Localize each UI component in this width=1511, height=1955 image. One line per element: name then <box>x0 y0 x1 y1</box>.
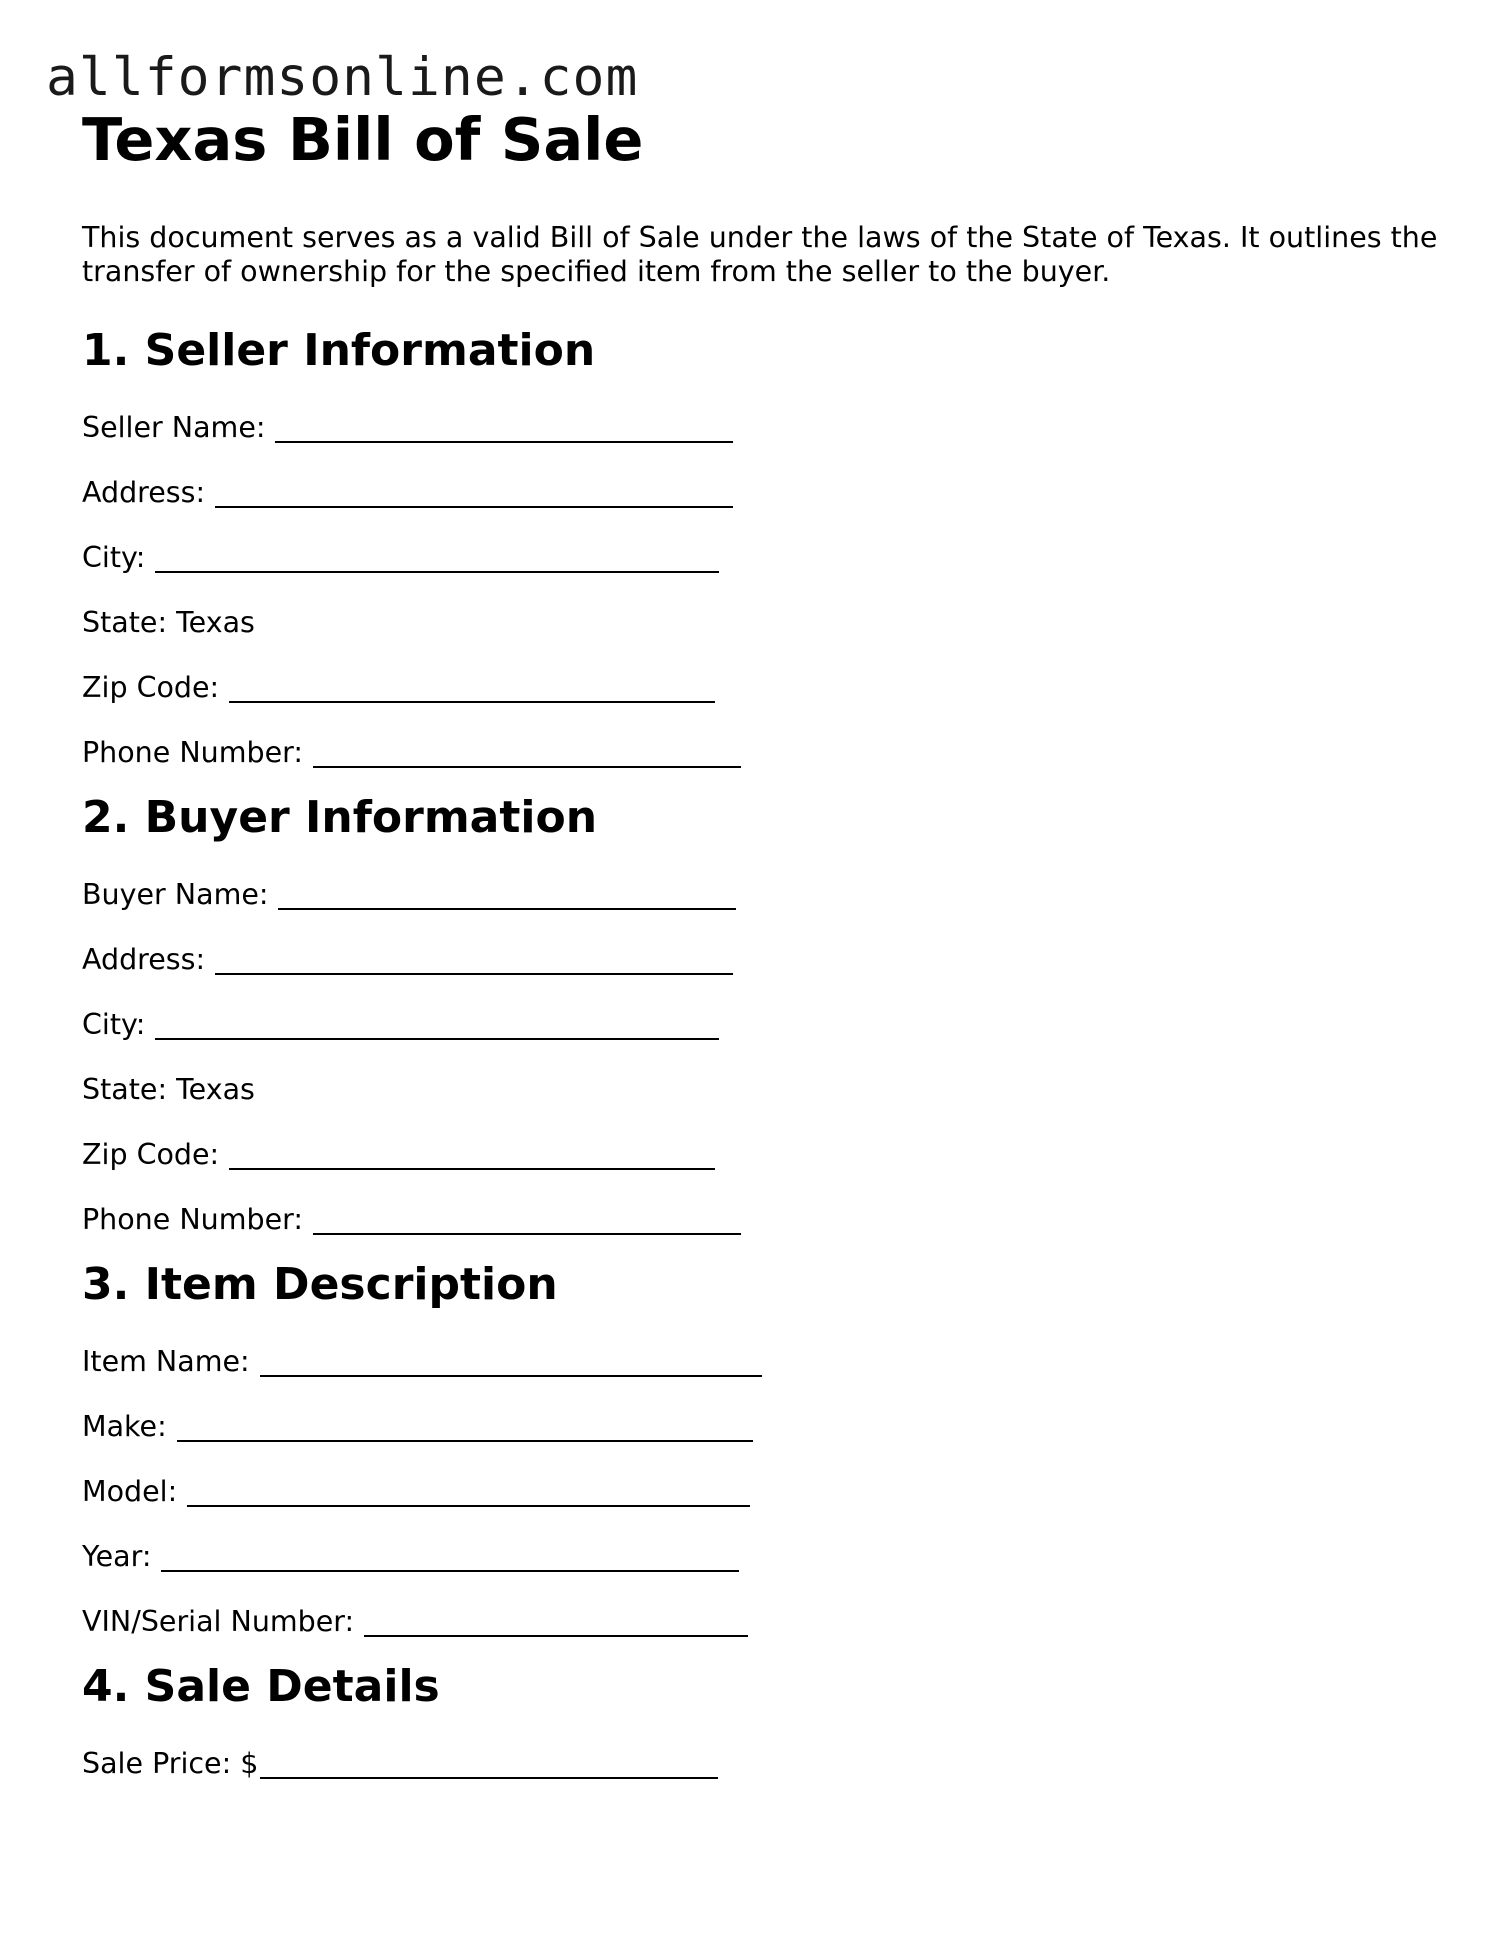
buyer-name-blank[interactable] <box>278 880 736 910</box>
seller-name-blank[interactable] <box>275 413 733 443</box>
seller-state-field <box>82 579 1442 644</box>
sale-price-blank[interactable] <box>260 1749 718 1779</box>
buyer-phone-label: Phone Number: <box>82 1203 303 1236</box>
seller-phone-blank[interactable] <box>313 738 741 768</box>
seller-city-label: City: <box>82 541 146 574</box>
item-year-blank[interactable] <box>161 1542 739 1572</box>
sale-price-field <box>82 1737 1442 1785</box>
buyer-city-blank[interactable] <box>155 1010 719 1040</box>
item-vin-blank[interactable] <box>364 1607 748 1637</box>
buyer-address-blank[interactable] <box>215 945 733 975</box>
item-name-field <box>82 1335 1442 1383</box>
buyer-name-label: Buyer Name: <box>82 878 269 911</box>
item-model-field <box>82 1448 1442 1513</box>
item-name-label: Item Name: <box>82 1345 250 1378</box>
buyer-zip-field <box>82 1111 1442 1176</box>
site-watermark: allformsonline.com <box>46 47 639 108</box>
item-vin-label: VIN/Serial Number: <box>82 1605 355 1638</box>
sale-price-label: Sale Price: $ <box>82 1747 259 1780</box>
seller-phone-field <box>82 709 1442 774</box>
buyer-city-field <box>82 981 1442 1046</box>
seller-name-label: Seller Name: <box>82 411 266 444</box>
seller-zip-blank[interactable] <box>229 673 715 703</box>
item-model-blank[interactable] <box>187 1477 750 1507</box>
sale-section-heading: 4. Sale Details <box>82 1661 440 1712</box>
seller-city-field <box>82 514 1442 579</box>
buyer-phone-field <box>82 1176 1442 1241</box>
buyer-state-field <box>82 1046 1442 1111</box>
seller-address-label: Address: <box>82 476 206 509</box>
seller-zip-label: Zip Code: <box>82 671 220 704</box>
buyer-address-label: Address: <box>82 943 206 976</box>
buyer-address-field <box>82 916 1442 981</box>
seller-section-heading: 1. Seller Information <box>82 325 596 376</box>
item-section-heading: 3. Item Description <box>82 1259 558 1310</box>
bill-of-sale-document <box>82 105 1442 1785</box>
buyer-section-heading: 2. Buyer Information <box>82 792 598 843</box>
item-vin-field <box>82 1578 1442 1643</box>
intro-paragraph: This document serves as a valid Bill of Sale under the laws of the State of Texas. It outlines the transfer of ownership for the specified item from the seller to the buyer. <box>82 221 1438 288</box>
seller-address-blank[interactable] <box>215 478 733 508</box>
seller-city-blank[interactable] <box>155 543 719 573</box>
seller-address-field <box>82 449 1442 514</box>
document-title: Texas Bill of Sale <box>82 105 644 174</box>
item-description-section <box>82 1259 1442 1643</box>
item-make-field <box>82 1383 1442 1448</box>
item-model-label: Model: <box>82 1475 178 1508</box>
buyer-city-label: City: <box>82 1008 146 1041</box>
seller-name-field <box>82 401 1442 449</box>
buyer-zip-blank[interactable] <box>229 1140 715 1170</box>
seller-state-label: State: Texas <box>82 606 255 639</box>
item-make-label: Make: <box>82 1410 167 1443</box>
seller-information-section <box>82 325 1442 774</box>
item-year-field <box>82 1513 1442 1578</box>
sale-details-section <box>82 1661 1442 1785</box>
buyer-information-section <box>82 792 1442 1241</box>
seller-phone-label: Phone Number: <box>82 736 303 769</box>
item-make-blank[interactable] <box>177 1412 753 1442</box>
buyer-phone-blank[interactable] <box>313 1205 741 1235</box>
buyer-name-field <box>82 868 1442 916</box>
buyer-state-label: State: Texas <box>82 1073 255 1106</box>
buyer-zip-label: Zip Code: <box>82 1138 220 1171</box>
item-year-label: Year: <box>82 1540 152 1573</box>
item-name-blank[interactable] <box>260 1347 762 1377</box>
seller-zip-field <box>82 644 1442 709</box>
